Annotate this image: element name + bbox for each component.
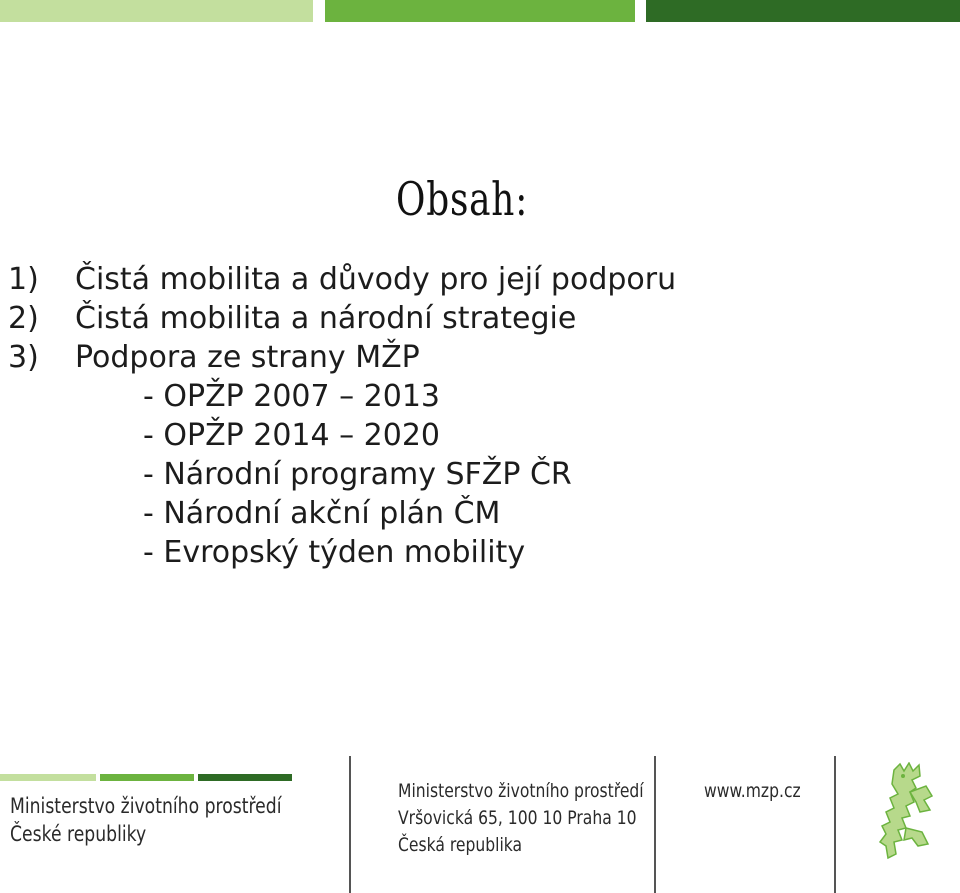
item-text: Čistá mobilita a národní strategie (75, 301, 577, 336)
sub-list-item: - Národní programy SFŽP ČR (143, 457, 572, 492)
czech-lion-emblem-icon (876, 762, 936, 862)
top-bar-dark (646, 0, 960, 22)
address-block (398, 778, 644, 859)
top-bar-light (0, 0, 313, 22)
footer (0, 752, 960, 893)
footer-bar-light (0, 774, 96, 781)
item-number: 2) (8, 301, 39, 336)
footer-bar-dark (198, 774, 292, 781)
address-line: Vršovická 65, 100 10 Praha 10 (398, 807, 637, 829)
top-bar-mid (325, 0, 635, 22)
sub-list-item: - Národní akční plán ČM (143, 496, 501, 531)
list-item (8, 301, 576, 337)
divider (349, 756, 351, 893)
divider (834, 756, 836, 893)
item-text: Podpora ze strany MŽP (75, 340, 420, 375)
page-title: Obsah: (396, 172, 529, 226)
list-item (8, 340, 420, 376)
list-item (8, 262, 676, 298)
sub-list-item: - Evropský týden mobility (143, 535, 526, 570)
ministry-name-line: České republiky (10, 822, 147, 846)
address-line: Česká republika (398, 834, 523, 856)
website-link[interactable]: www.mzp.cz (704, 780, 801, 802)
footer-bar-mid (100, 774, 194, 781)
divider (654, 756, 656, 893)
item-number: 3) (8, 340, 39, 375)
sub-list-item: - OPŽP 2014 – 2020 (143, 418, 441, 453)
item-text: Čistá mobilita a důvody pro její podporu (75, 262, 677, 297)
sub-list-item: - OPŽP 2007 – 2013 (143, 379, 441, 414)
address-line: Ministerstvo životního prostředí (398, 780, 644, 802)
ministry-name-line: Ministerstvo životního prostředí (10, 794, 282, 818)
ministry-name (10, 792, 281, 848)
item-number: 1) (8, 262, 39, 297)
